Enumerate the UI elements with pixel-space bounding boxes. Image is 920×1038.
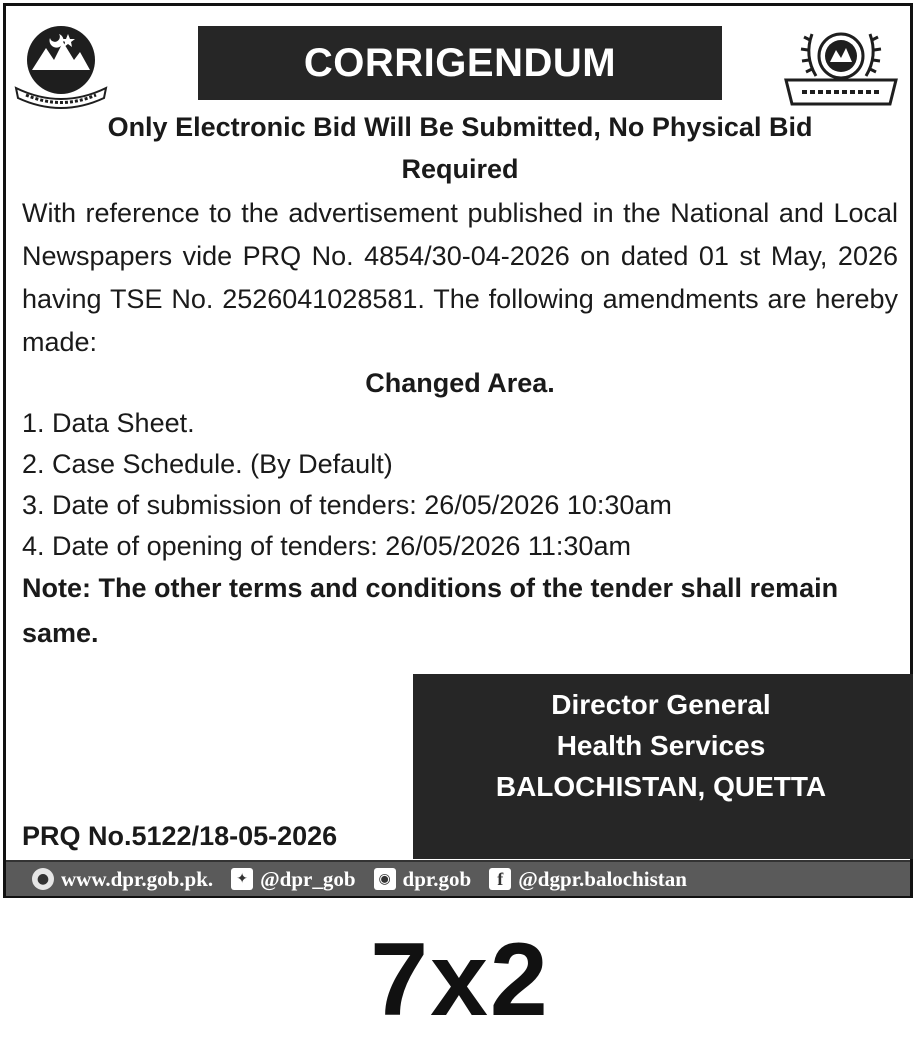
- dgpr-emblem-logo: [780, 18, 902, 110]
- ad-size-label: 7x2: [370, 922, 550, 1038]
- facebook-icon: f: [489, 868, 511, 890]
- twitter-link[interactable]: ✦ @dpr_gob: [231, 867, 355, 892]
- list-item: 3. Date of submission of tenders: 26/05/2026 10:30am: [22, 490, 672, 520]
- changed-area-heading: Changed Area.: [365, 368, 555, 398]
- contact-footer: [6, 860, 910, 896]
- globe-icon: ●: [32, 868, 54, 890]
- amendments-list: [22, 403, 892, 567]
- instagram-link[interactable]: ◉ dpr.gob: [374, 867, 472, 892]
- twitter-icon: ✦: [231, 868, 253, 890]
- signature-block: [413, 674, 913, 859]
- facebook-link[interactable]: f @dgpr.balochistan: [489, 867, 687, 892]
- instagram-icon: ◉: [374, 868, 396, 890]
- signature-department: Health Services: [556, 730, 766, 761]
- reference-paragraph: With reference to the advertisement published in the National and Local Newspapers vide PRQ No. 4854/30-04-2026 on dated 01 st May, 2026 having TSE No. 2526041028581. The following amendments are hereby made:: [22, 198, 898, 357]
- list-item: 1. Data Sheet.: [22, 408, 195, 438]
- website-link[interactable]: ● www.dpr.gob.pk.: [32, 867, 213, 892]
- electronic-bid-heading: Only Electronic Bid Will Be Submitted, No Physical Bid Required: [107, 112, 813, 184]
- signature-location: BALOCHISTAN, QUETTA: [495, 771, 827, 802]
- prq-number: PRQ No.5122/18-05-2026: [22, 821, 338, 851]
- terms-note: Note: The other terms and conditions of the tender shall remain same.: [22, 573, 839, 648]
- list-item: 2. Case Schedule. (By Default): [22, 449, 393, 479]
- balochistan-emblem-logo: [10, 18, 112, 112]
- list-item: 4. Date of opening of tenders: 26/05/2026 11:30am: [22, 531, 631, 561]
- corrigendum-banner: CORRIGENDUM: [198, 26, 722, 100]
- signature-title: Director General: [551, 689, 771, 720]
